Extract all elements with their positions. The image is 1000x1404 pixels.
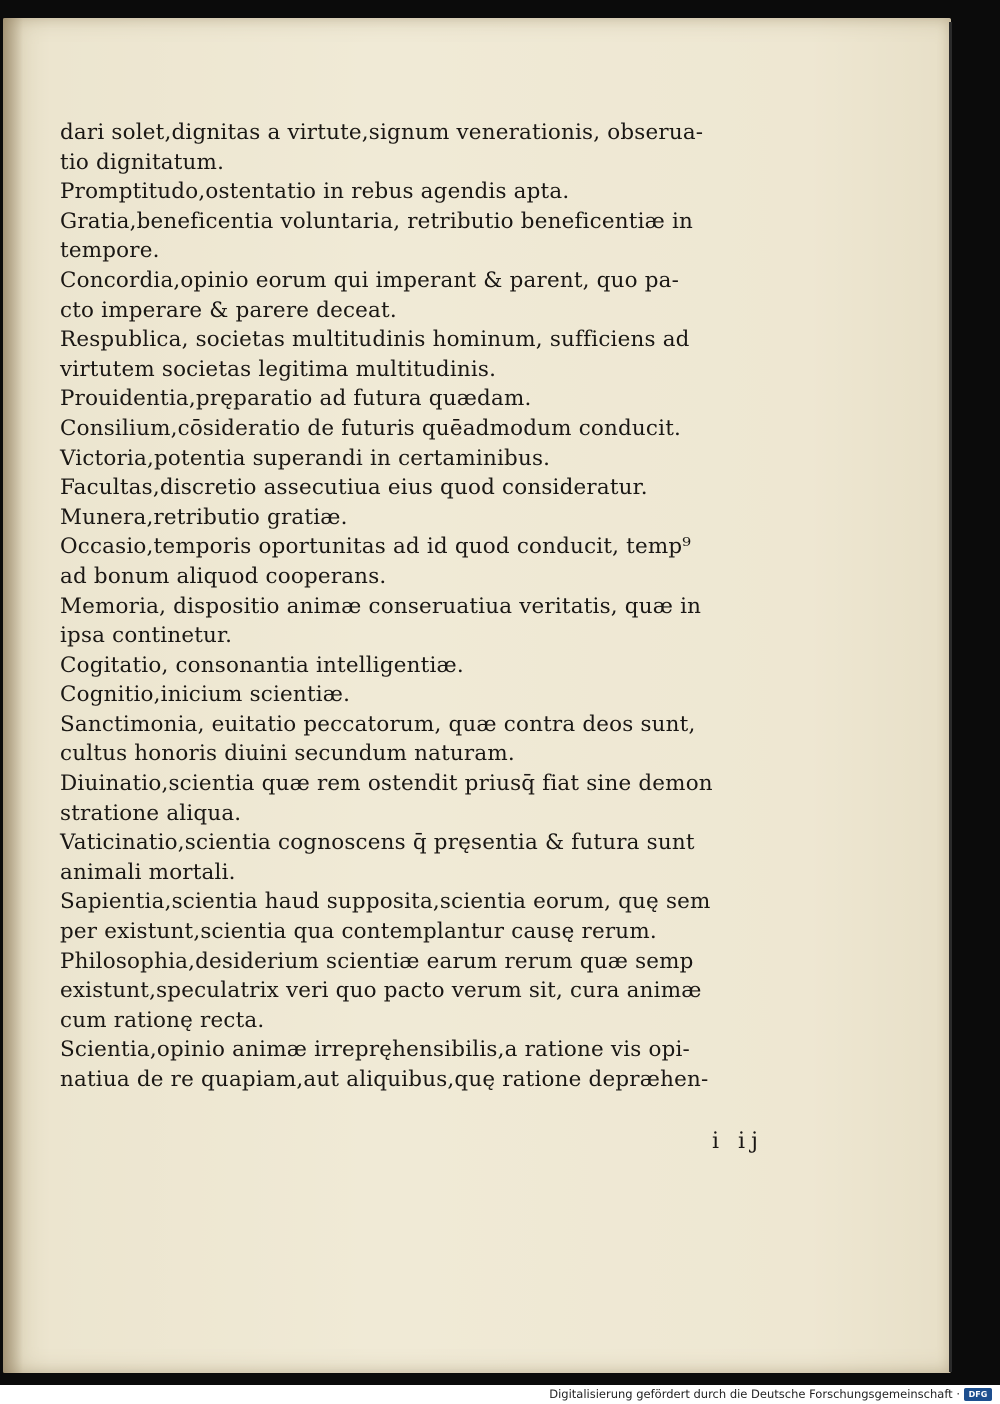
funding-credit: Digitalisierung gefördert durch die Deutsche Forschungsgemeinschaft · [549, 1387, 960, 1401]
page-edge [949, 22, 952, 1372]
text-line: Victoria,potentia superandi in certaminibus. [60, 445, 551, 471]
text-line: Respublica, societas multitudinis hominum, sufficiens ad [60, 327, 690, 353]
text-line: Sanctimonia, euitatio peccatorum, quæ contra deos sunt, [60, 711, 696, 737]
gutter-shadow [3, 18, 23, 1373]
text-line: Diuinatio,scientia quæ rem ostendit priusq̄ fiat sine demon [60, 771, 713, 797]
text-line: Consilium,cōsideratio de futuris quēadmodum conducit. [60, 415, 682, 441]
text-line: cto imperare & parere deceat. [60, 297, 397, 323]
text-line: Promptitudo,ostentatio in rebus agendis apta. [60, 179, 570, 205]
footer-bar [0, 1385, 1000, 1404]
text-line: Munera,retributio gratiæ. [60, 504, 348, 530]
text-line: Concordia,opinio eorum qui imperant & parent, quo pa- [60, 267, 680, 293]
text-line: animali mortali. [60, 859, 236, 885]
text-line: Cognitio,inicium scientiæ. [60, 682, 351, 708]
text-line: ad bonum aliquod cooperans. [60, 563, 387, 589]
text-line: cum rationę recta. [60, 1007, 265, 1033]
folio-signature: i ij [712, 1129, 764, 1154]
text-line: Facultas,discretio assecutiua eius quod consideratur. [60, 475, 648, 501]
text-line: ipsa continetur. [60, 623, 233, 649]
text-line: Vaticinatio,scientia cognoscens q̄ pręsentia & futura sunt [60, 830, 695, 856]
text-line: tio dignitatum. [60, 149, 225, 175]
text-line: virtutem societas legitima multitudinis. [60, 356, 497, 382]
text-line: cultus honoris diuini secundum naturam. [60, 741, 515, 767]
text-line: stratione aliqua. [60, 800, 242, 826]
text-line: Cogitatio, consonantia intelligentiæ. [60, 652, 464, 678]
text-line: Memoria, dispositio animæ conseruatiua veritatis, quæ in [60, 593, 702, 619]
text-line: Occasio,temporis oportunitas ad id quod conducit, temp⁹ [60, 534, 692, 560]
text-line: Gratia,beneficentia voluntaria, retributio beneficentiæ in [60, 208, 694, 234]
text-line: Scientia,opinio animæ irrepręhensibilis,a ratione vis opi- [60, 1037, 691, 1063]
text-line: per existunt,scientia qua contemplantur causę rerum. [60, 919, 657, 945]
text-line: Philosophia,desiderium scientiæ earum rerum quæ semp [60, 948, 694, 974]
text-line: existunt,speculatrix veri quo pacto verum sit, cura animæ [60, 978, 702, 1004]
dfg-logo: DFG [964, 1388, 992, 1401]
text-line: Sapientia,scientia haud supposita,scientia eorum, quę sem [60, 889, 711, 915]
text-line: tempore. [60, 238, 160, 264]
page-text-block [60, 118, 790, 1095]
text-line: Prouidentia,pręparatio ad futura quædam. [60, 386, 532, 412]
text-line: natiua de re quapiam,aut aliquibus,quę ratione depræhen- [60, 1067, 709, 1092]
text-line: dari solet,dignitas a virtute,signum venerationis, obserua- [60, 120, 704, 145]
